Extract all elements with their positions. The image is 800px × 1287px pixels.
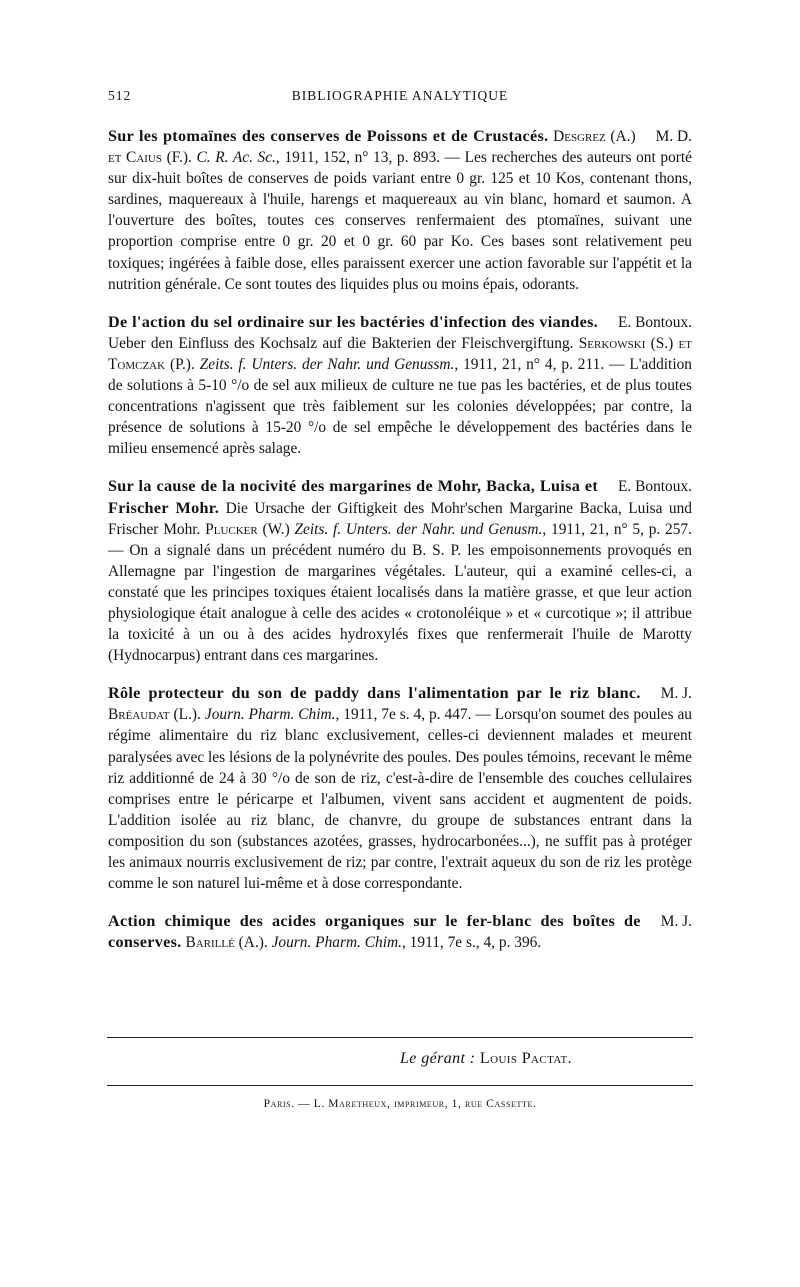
article-authors: Barillé (A.). bbox=[185, 934, 268, 952]
article-german-title: Ueber den Einfluss des Kochsalz auf die Bakterien der Fleischvergiftung. bbox=[108, 334, 574, 352]
article-citation: , 1911, 152, n° 13, p. 893. — bbox=[275, 149, 461, 167]
article-signature: M. J. bbox=[660, 913, 692, 931]
article-2 bbox=[108, 312, 692, 460]
running-header bbox=[108, 88, 692, 112]
article-body: L'addition de solutions à 5-10 °/o de sel aux milieux de culture ne tue pas les bactéries, et de plus toutes concentrations n'agissent que très faiblement sur les colonies développées; par contre, la présence de solutions à 15-20 °/o de sel empêche le développement des bactéries dans le milieu ensemencé après salage. bbox=[108, 355, 692, 458]
article-authors: Bréaudat (L.). bbox=[108, 706, 201, 724]
printer-line: Paris. — L. Maretheux, imprimeur, 1, rue Cassette. bbox=[263, 1098, 537, 1110]
running-title: BIBLIOGRAPHIE ANALYTIQUE bbox=[291, 88, 509, 103]
page-number: 512 bbox=[108, 88, 132, 103]
article-signature: M. D. bbox=[655, 128, 692, 145]
article-authors: Plucker (W.) bbox=[205, 520, 290, 538]
article-1 bbox=[108, 126, 692, 295]
article-journal: Zeits. f. Unters. der Nahr. und Genussm. bbox=[199, 355, 455, 373]
article-body: Lorsqu'on soumet des poules au régime alimentaire du riz blanc exclusivement, celles-ci deviennent malades et meurent paralysées avec les lésions de la polynévrite des poules. Des poules témoins, recevant le même riz additionné de 24 à 30 °/o de son de riz, c'est-à-dire de l'ensemble des couches cellulaires comprises entre le péricarpe et l'albumen, vivent sans accident et augmentent de poids. L'addition isolée au riz blanc, de chanvre, du groupe de substances entrant dans la composition du son (substances azotées, grasses, hydrocarbonées...), ne suffit pas à protéger les animaux nourris exclusivement de riz; par contre, l'extrait aqueux du son de riz les protège comme le son naturel lui-même et à dose correspondante. bbox=[108, 706, 692, 893]
article-body: On a signalé dans un précédent numéro du B. S. P. les empoisonnements provoqués en Allemagne par l'ingestion de margarines végétales. L'auteur, qui a examiné celles-ci, a constaté que les principes toxiques étaient localisés dans la matière grasse, et que leur action physiologique était analogue à celle des acides « crotonoléique » et « curcotique »; il attribue la toxicité à un ou à des acides hydroxylés fixes que renfermerait l'huile de Marotty (Hydnocarpus) entrant dans ces margarines. bbox=[108, 541, 692, 665]
article-heading: Sur les ptomaïnes des conserves de Poissons et de Crustacés. bbox=[108, 127, 549, 145]
article-body: Les recherches des auteurs ont porté sur dix-huit boîtes de conserves de poids variant entre 0 gr. 125 et 10 Kos, contenant thons, sardines, maquereaux à l'huile, harengs et maquereaux au vin blanc, homard et saumon. A l'ouverture des boîtes, toutes ces conserves renfermaient des ptomaïnes, suivant une proportion comprise entre 0 gr. 20 et 0 gr. 60 par Ko. Ces bases sont relativement peu toxiques; ingérées à faible dose, elles paraissent exercer une action favorable sur l'appétit et la nutrition générale. Ce sont toutes des liquides plus ou moins épais, odorants. bbox=[108, 149, 692, 293]
article-citation: , 1911, 7e s. 4, p. 447. — bbox=[335, 706, 491, 724]
article-signature: M. J. bbox=[660, 685, 692, 703]
article-journal: Journ. Pharm. Chim. bbox=[271, 934, 402, 952]
footer-rule bbox=[107, 1085, 693, 1086]
article-authors: Serkowski (S.) et Tomczak (P.). bbox=[108, 334, 692, 373]
article-heading: Action chimique des acides organiques sur le fer-blanc des boîtes de conserves. bbox=[108, 912, 641, 952]
page bbox=[108, 88, 692, 953]
article-signature: E. Bontoux. bbox=[618, 478, 692, 496]
article-signature: E. Bontoux. bbox=[618, 313, 692, 331]
article-heading: De l'action du sel ordinaire sur les bactéries d'infection des viandes. bbox=[108, 312, 599, 331]
gerant-line bbox=[400, 1050, 572, 1068]
gerant-name: Louis Pactat. bbox=[479, 1050, 573, 1067]
article-journal: Zeits. f. Unters. der Nahr. und Genusm. bbox=[294, 520, 543, 538]
article-heading: Rôle protecteur du son de paddy dans l'alimentation par le riz blanc. bbox=[108, 684, 641, 703]
article-citation: , 1911, 21, n° 4, p. 211. — bbox=[454, 355, 625, 373]
article-journal: Journ. Pharm. Chim. bbox=[204, 706, 336, 724]
article-german-title: Die Ursache der Giftigkeit des Mohr'schen Margarine Backa, Luisa und Frischer Mohr. bbox=[108, 499, 692, 538]
gerant-label: Le gérant : bbox=[400, 1050, 476, 1067]
article-citation: , 1911, 21, n° 5, p. 257. — bbox=[108, 520, 692, 559]
article-journal: C. R. Ac. Sc. bbox=[196, 149, 276, 167]
article-authors: Desgrez (A.) et Caius (F.). bbox=[108, 128, 636, 167]
article-5 bbox=[108, 911, 692, 953]
article-4 bbox=[108, 683, 692, 894]
article-citation: , 1911, 7e s., 4, p. 396. bbox=[401, 934, 542, 952]
article-heading: Sur la cause de la nocivité des margarines de Mohr, Backa, Luisa et Frischer Mohr. bbox=[108, 477, 599, 517]
article-3 bbox=[108, 476, 692, 666]
divider-rule bbox=[107, 1037, 693, 1038]
